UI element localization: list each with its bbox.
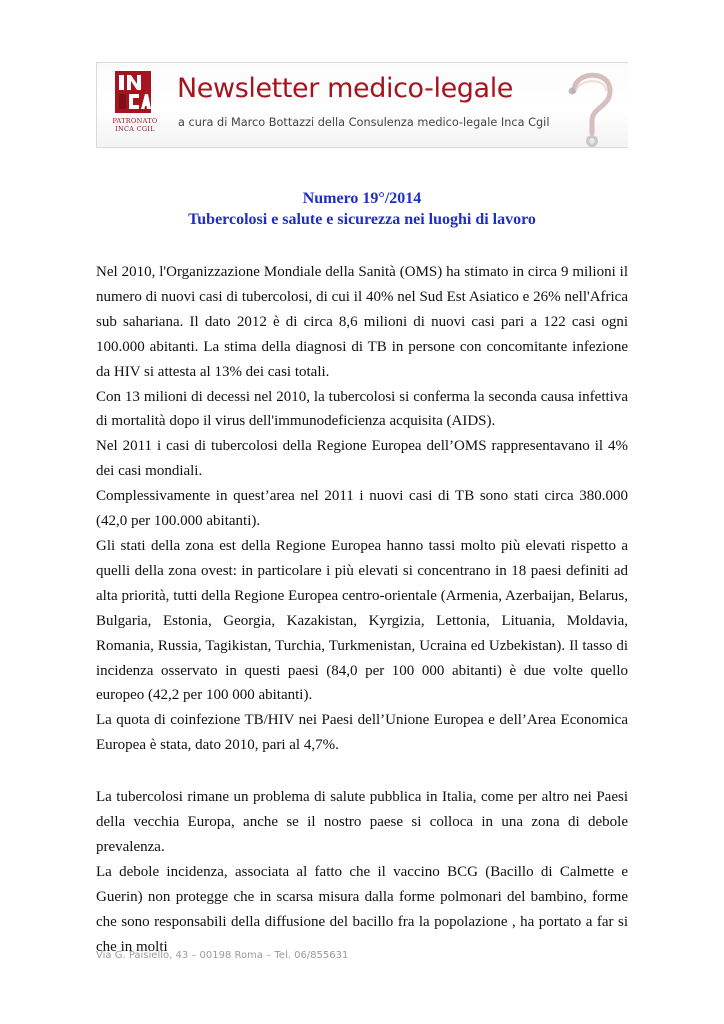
inca-logo: [107, 71, 159, 139]
paragraph-gap: [96, 758, 628, 785]
article-body: [96, 260, 628, 959]
paragraph: La tubercolosi rimane un problema di salute pubblica in Italia, come per altro nei Paesi della vecchia Europa, anche se il nostro paese si colloca in una zona di debole prevalenza.: [96, 789, 628, 855]
logo-caption: [107, 117, 163, 133]
logo-caption-line-1: PATRONATO: [112, 117, 158, 125]
paragraph: Complessivamente in quest’area nel 2011 i nuovi casi di TB sono stati circa 380.000 (42,0 per 100.000 abitanti).: [96, 488, 628, 530]
issue-topic: Tubercolosi e salute e sicurezza nei luoghi di lavoro: [188, 211, 536, 228]
inca-logo-mark: [115, 71, 151, 113]
paragraph: La quota di coinfezione TB/HIV nei Paesi dell’Unione Europea e dell’Area Economica Europea è stata, dato 2010, pari al 4,7%.: [96, 712, 628, 754]
newsletter-banner: [96, 62, 628, 148]
logo-caption-line-2: INCA CGIL: [115, 125, 155, 133]
issue-number: Numero 19°/2014: [302, 190, 422, 207]
paragraph: Con 13 milioni di decessi nel 2010, la tubercolosi si conferma la seconda causa infettiva di mortalità dopo il virus dell'immunodeficienza acquisita (AIDS).: [96, 388, 628, 430]
paragraph: La debole incidenza, associata al fatto che il vaccino BCG (Bacillo di Calmette e Guerin) non protegge che in scarsa misura dalla forme polmonari del bambino, forme che sono responsabili della diffusione del bacillo fra la popolazione , ha portato a far si che in molti: [96, 863, 628, 955]
stethoscope-icon: [552, 61, 632, 151]
paragraph: Nel 2010, l'Organizzazione Mondiale della Sanità (OMS) ha stimato in circa 9 milioni il numero di nuovi casi di tubercolosi, di cui il 40% nel Sud Est Asiatico e 26% nell'Africa sub sahariana. Il dato 2012 è di circa 8,6 milioni di nuovi casi pari a 122 casi ogni 100.000 abitanti. La stima della diagnosi di TB in persone con concomitante infezione da HIV si attesta al 13% dei casi totali.: [96, 264, 628, 380]
newsletter-subtitle: a cura di Marco Bottazzi della Consulenza medico-legale Inca Cgil: [178, 116, 550, 129]
footer-address: Via G. Paisiello, 43 – 00198 Roma – Tel. 06/855631: [96, 950, 349, 961]
paragraph: Gli stati della zona est della Regione Europea hanno tassi molto più elevati rispetto a quelli della zona ovest: in particolare i più elevati si concentrano in 18 paesi definiti ad alta priorità, tutti della Regione Europea centro-orientale (Armenia, Azerbaijan, Belarus, Bulgaria, Estonia, Georgia, Kazakistan, Kyrgizia, Lettonia, Lituania, Moldavia, Romania, Russia, Tagikistan, Turchia, Turkmenistan, Ucraina ed Uzbekistan). Il tasso di incidenza osservato in questi paesi (84,0 per 100 000 abitanti) è due volte quello europeo (42,2 per 100 000 abitanti).: [96, 537, 628, 704]
paragraph: Nel 2011 i casi di tubercolosi della Regione Europea dell’OMS rappresentavano il 4% dei casi mondiali.: [96, 438, 628, 480]
newsletter-title: Newsletter medico-legale: [177, 73, 514, 104]
